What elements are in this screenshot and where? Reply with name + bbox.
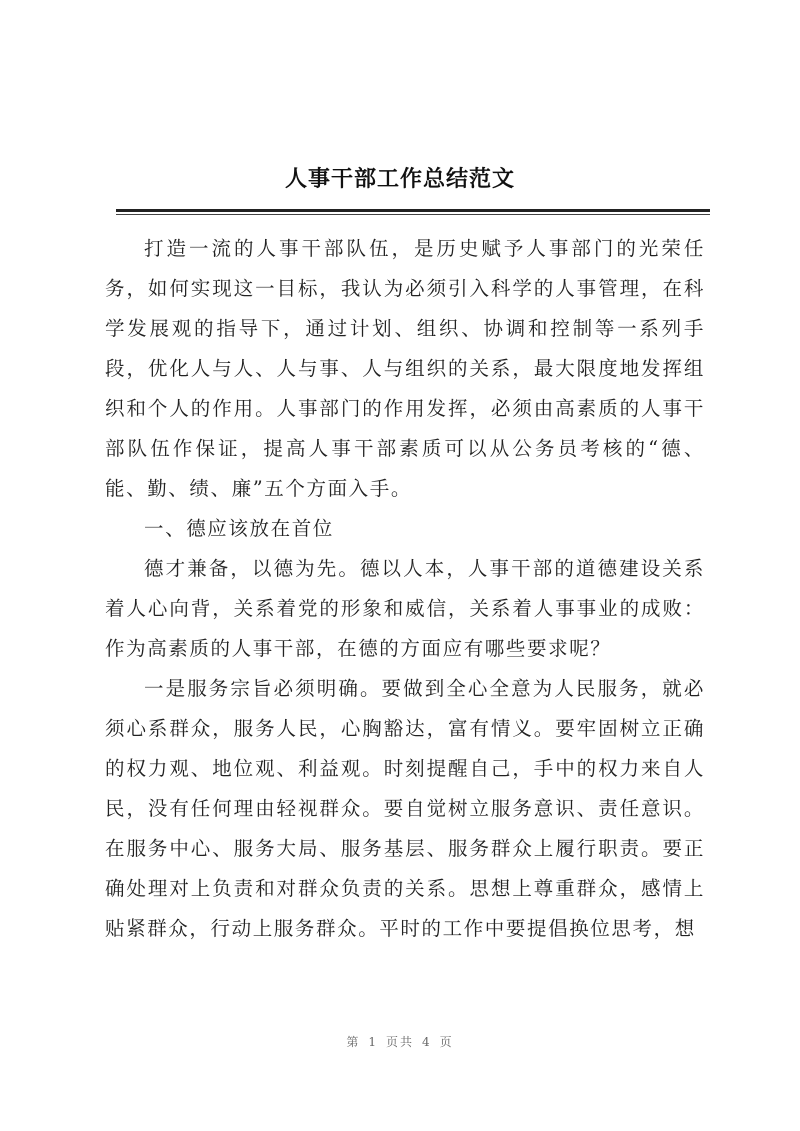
footer-middle: 页共 xyxy=(385,1035,414,1049)
title-divider-thin xyxy=(116,214,710,215)
footer-prefix: 第 xyxy=(346,1035,361,1049)
page-footer xyxy=(0,1033,800,1050)
document-title: 人事干部工作总结范文 xyxy=(284,167,515,192)
footer-page-number: 1 xyxy=(368,1035,378,1049)
document-body xyxy=(105,229,705,949)
paragraph-intro: 打造一流的人事干部队伍，是历史赋予人事部门的光荣任务，如何实现这一目标，我认为必须引入科学的人事管理，在科学发展观的指导下，通过计划、组织、协调和控制等一系列手段，优化人与人、人与事、人与组织的关系，最大限度地发挥组织和个人的作用。人事部门的作用发挥，必须由高素质的人事干部队伍作保证，提高人事干部素质可以从公务员考核的“德、能、勤、绩、廉”五个方面入手。 xyxy=(105,237,705,500)
section-heading: 一、德应该放在首位 xyxy=(144,517,334,540)
title-divider-thick xyxy=(116,209,710,212)
footer-total-pages: 4 xyxy=(422,1035,432,1049)
footer-suffix: 页 xyxy=(439,1035,454,1049)
paragraph-virtue: 德才兼备，以德为先。德以人本，人事干部的道德建设关系着人心向背，关系着党的形象和威信，关系着人事事业的成败：作为高素质的人事干部，在德的方面应有哪些要求呢？ xyxy=(105,557,705,660)
paragraph-service: 一是服务宗旨必须明确。要做到全心全意为人民服务，就必须心系群众，服务人民，心胸豁达，富有情义。要牢固树立正确的权力观、地位观、利益观。时刻提醒自己，手中的权力来自人民，没有任何理由轻视群众。要自觉树立服务意识、责任意识。在服务中心、服务大局、服务基层、服务群众上履行职责。要正确处理对上负责和对群众负责的关系。思想上尊重群众，感情上贴紧群众，行动上服务群众。平时的工作中要提倡换位思考，想 xyxy=(105,677,705,940)
